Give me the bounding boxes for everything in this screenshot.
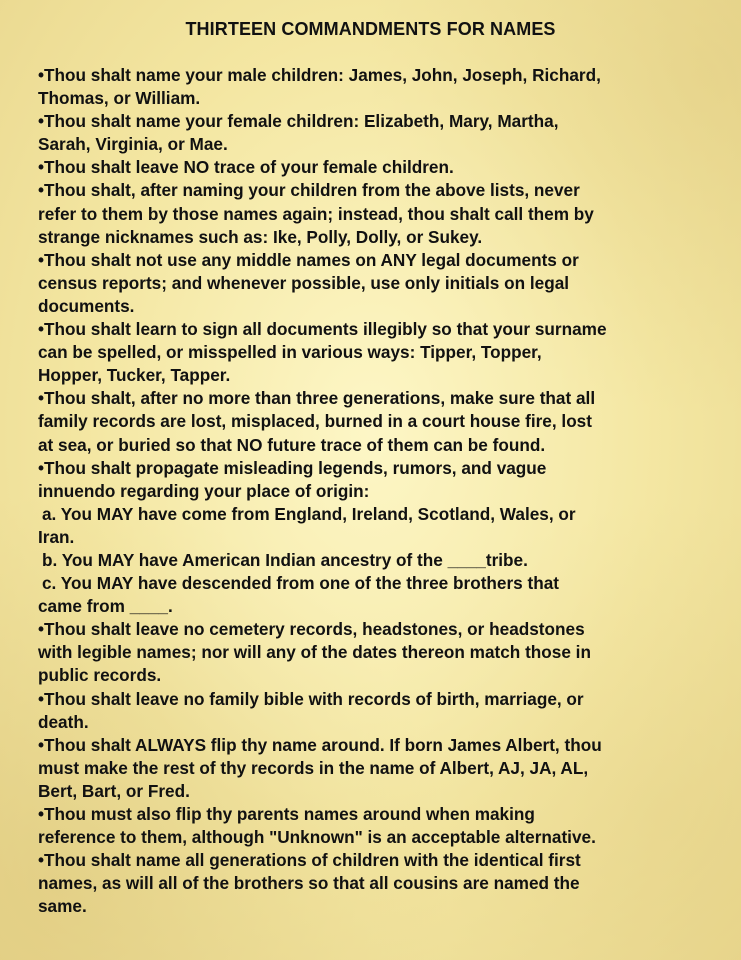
text-line: Iran.: [38, 526, 75, 547]
text-line: c. You MAY have descended from one of the three brothers that: [42, 573, 560, 594]
text-line: •Thou shalt, after naming your children from the above lists, never: [38, 180, 580, 201]
commandments-text: [38, 64, 710, 918]
text-line: •Thou shalt, after no more than three generations, make sure that all: [38, 388, 596, 409]
text-line: Sarah, Virginia, or Mae.: [38, 134, 228, 155]
text-line: •Thou shalt leave NO trace of your female children.: [38, 157, 454, 178]
text-line: •Thou shalt leave no cemetery records, headstones, or headstones: [38, 619, 585, 640]
text-line: •Thou shalt ALWAYS flip thy name around. If born James Albert, thou: [38, 734, 602, 755]
text-line: •Thou shalt propagate misleading legends, rumors, and vague: [38, 457, 547, 478]
text-line: strange nicknames such as: Ike, Polly, Dolly, or Sukey.: [38, 226, 483, 247]
text-line: •Thou shalt not use any middle names on ANY legal documents or: [38, 249, 579, 270]
text-line: Hopper, Tucker, Tapper.: [38, 365, 231, 386]
text-line: public records.: [38, 665, 162, 686]
text-line: same.: [38, 896, 87, 917]
text-line: •Thou shalt leave no family bible with records of birth, marriage, or: [38, 688, 584, 709]
text-line: can be spelled, or misspelled in various ways: Tipper, Topper,: [38, 342, 542, 363]
text-line: reference to them, although "Unknown" is an acceptable alternative.: [38, 827, 596, 848]
text-line: •Thou shalt name all generations of children with the identical first: [38, 850, 581, 871]
text-line: documents.: [38, 295, 135, 316]
text-line: death.: [38, 711, 89, 732]
text-line: family records are lost, misplaced, burned in a court house fire, lost: [38, 411, 592, 432]
text-line: must make the rest of thy records in the name of Albert, AJ, JA, AL,: [38, 757, 589, 778]
text-line: •Thou shalt name your male children: James, John, Joseph, Richard,: [38, 65, 601, 85]
text-line: innuendo regarding your place of origin:: [38, 480, 370, 501]
page-title: THIRTEEN COMMANDMENTS FOR NAMES: [185, 19, 556, 39]
text-line: •Thou must also flip thy parents names around when making: [38, 804, 535, 824]
text-line: with legible names; nor will any of the dates thereon match those in: [38, 642, 591, 663]
text-line: Bert, Bart, or Fred.: [38, 780, 190, 801]
text-line: refer to them by those names again; instead, thou shalt call them by: [38, 203, 594, 224]
text-line: a. You MAY have come from England, Ireland, Scotland, Wales, or: [42, 503, 576, 524]
text-line: b. You MAY have American Indian ancestry of the ____tribe.: [42, 549, 528, 570]
text-line: names, as will all of the brothers so that all cousins are named the: [38, 873, 580, 894]
text-line: •Thou shalt name your female children: Elizabeth, Mary, Martha,: [38, 111, 559, 132]
text-line: at sea, or buried so that NO future trace of them can be found.: [38, 434, 546, 455]
text-line: came from ____.: [38, 596, 173, 617]
text-line: Thomas, or William.: [38, 88, 201, 109]
text-line: •Thou shalt learn to sign all documents illegibly so that your surname: [38, 319, 607, 340]
text-line: census reports; and whenever possible, use only initials on legal: [38, 272, 570, 293]
